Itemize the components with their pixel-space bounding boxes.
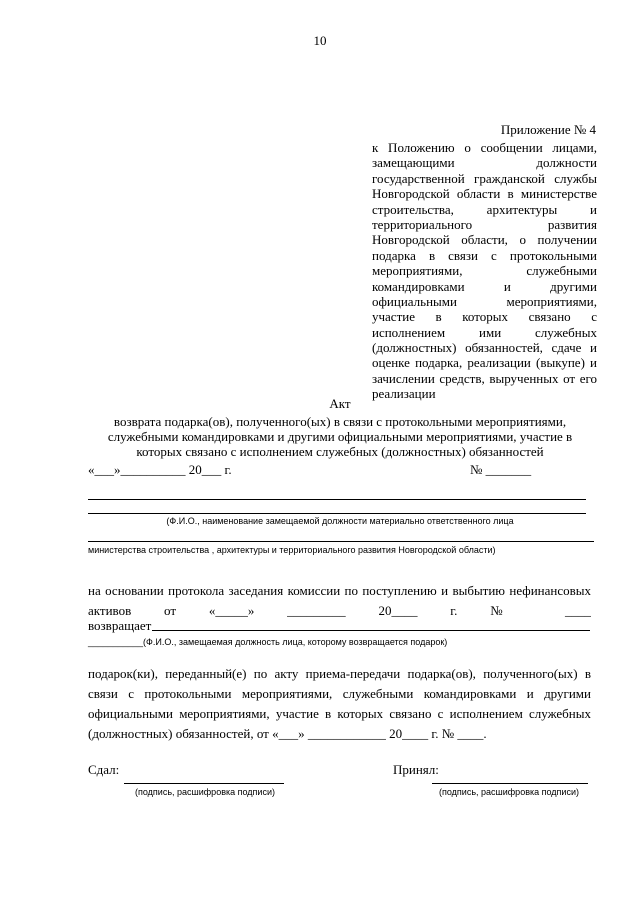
appendix-line: официальными мероприятиями, [372,293,597,309]
received-caption: (подпись, расшифровка подписи) [439,787,579,797]
appendix-line: Новгородской области в министерстве [372,186,597,202]
act-title: Акт [329,396,351,411]
appendix-line: командировками и другими [372,278,597,294]
blank-line [88,541,594,542]
handed-caption: (подпись, расшифровка подписи) [135,787,275,797]
gift-line: связи с протокольными мероприятиями, служебными командировками и другими [88,686,591,701]
signature-line [432,783,588,784]
appendix-line: оценке подарка, реализации (выкупе) и [372,355,597,371]
act-date: «___»__________ 20___ г. [88,462,232,477]
caption-responsible: (Ф.И.О., наименование замещаемой должности материально ответственного лица [166,516,514,526]
appendix-line: Новгородской области, о получении [372,232,597,248]
appendix-title: Приложение № 4 [500,122,596,137]
gift-line: официальными мероприятиями, участие в которых связано с исполнением служебных [88,706,591,721]
appendix-line: зачислении средств, вырученных от его [372,370,597,386]
appendix-line: участие в которых связано с [372,309,597,325]
act-subtitle [60,414,620,459]
appendix-line: государственной гражданской службы [372,170,597,186]
appendix-line: к Положению о сообщении лицами, [372,140,597,155]
act-subtitle-line: которых связано с исполнением служебных (должностных) обязанностей [136,444,544,459]
act-number: № _______ [470,462,532,477]
signature-line [124,783,284,784]
appendix-line: строительства, архитектуры и [372,201,597,217]
blank-line [88,499,586,500]
appendix-line: исполнением ими служебных [372,324,597,340]
handed-label: Сдал: [88,762,120,777]
appendix-line: мероприятиями, служебными [372,263,597,279]
blank-line [88,513,586,514]
appendix-text [372,140,597,402]
gift-line: подарок(ки), переданный(е) по акту приема-передачи подарка(ов), полученного(ых) в [88,666,591,681]
basis-text [88,581,591,621]
basis-line: активов от «_____» _________ 20____ г. № ____ [88,603,591,618]
appendix-line: подарка в связи с протокольными [372,247,597,263]
appendix-line: замещающими должности [372,155,597,171]
ministry-caption: министерства строительства , архитектуры и территориального развития Новгородской области) [88,545,496,555]
gift-text [88,664,591,744]
page-number: 10 [313,33,327,48]
returns-label: возвращает [88,618,152,633]
blank-line [152,630,590,631]
act-subtitle-line: возврата подарка(ов), полученного(ых) в связи с протокольными мероприятиями, [113,414,567,429]
basis-line: на основании протокола заседания комиссии по поступлению и выбытию нефинансовых [88,583,591,598]
gift-line: (должностных) обязанностей, от «___» ____________ 20____ г. № ____. [88,726,487,741]
received-label: Принял: [393,762,439,777]
appendix-line: реализации [372,386,436,402]
caption-recipient: ___________(Ф.И.О., замещаемая должность лица, которому возвращается подарок) [88,637,448,647]
act-subtitle-line: служебными командировками и другими официальными мероприятиями, участие в [107,429,573,444]
appendix-line: территориального развития [372,216,597,232]
appendix-line: (должностных) обязанностей, сдаче и [372,340,597,356]
